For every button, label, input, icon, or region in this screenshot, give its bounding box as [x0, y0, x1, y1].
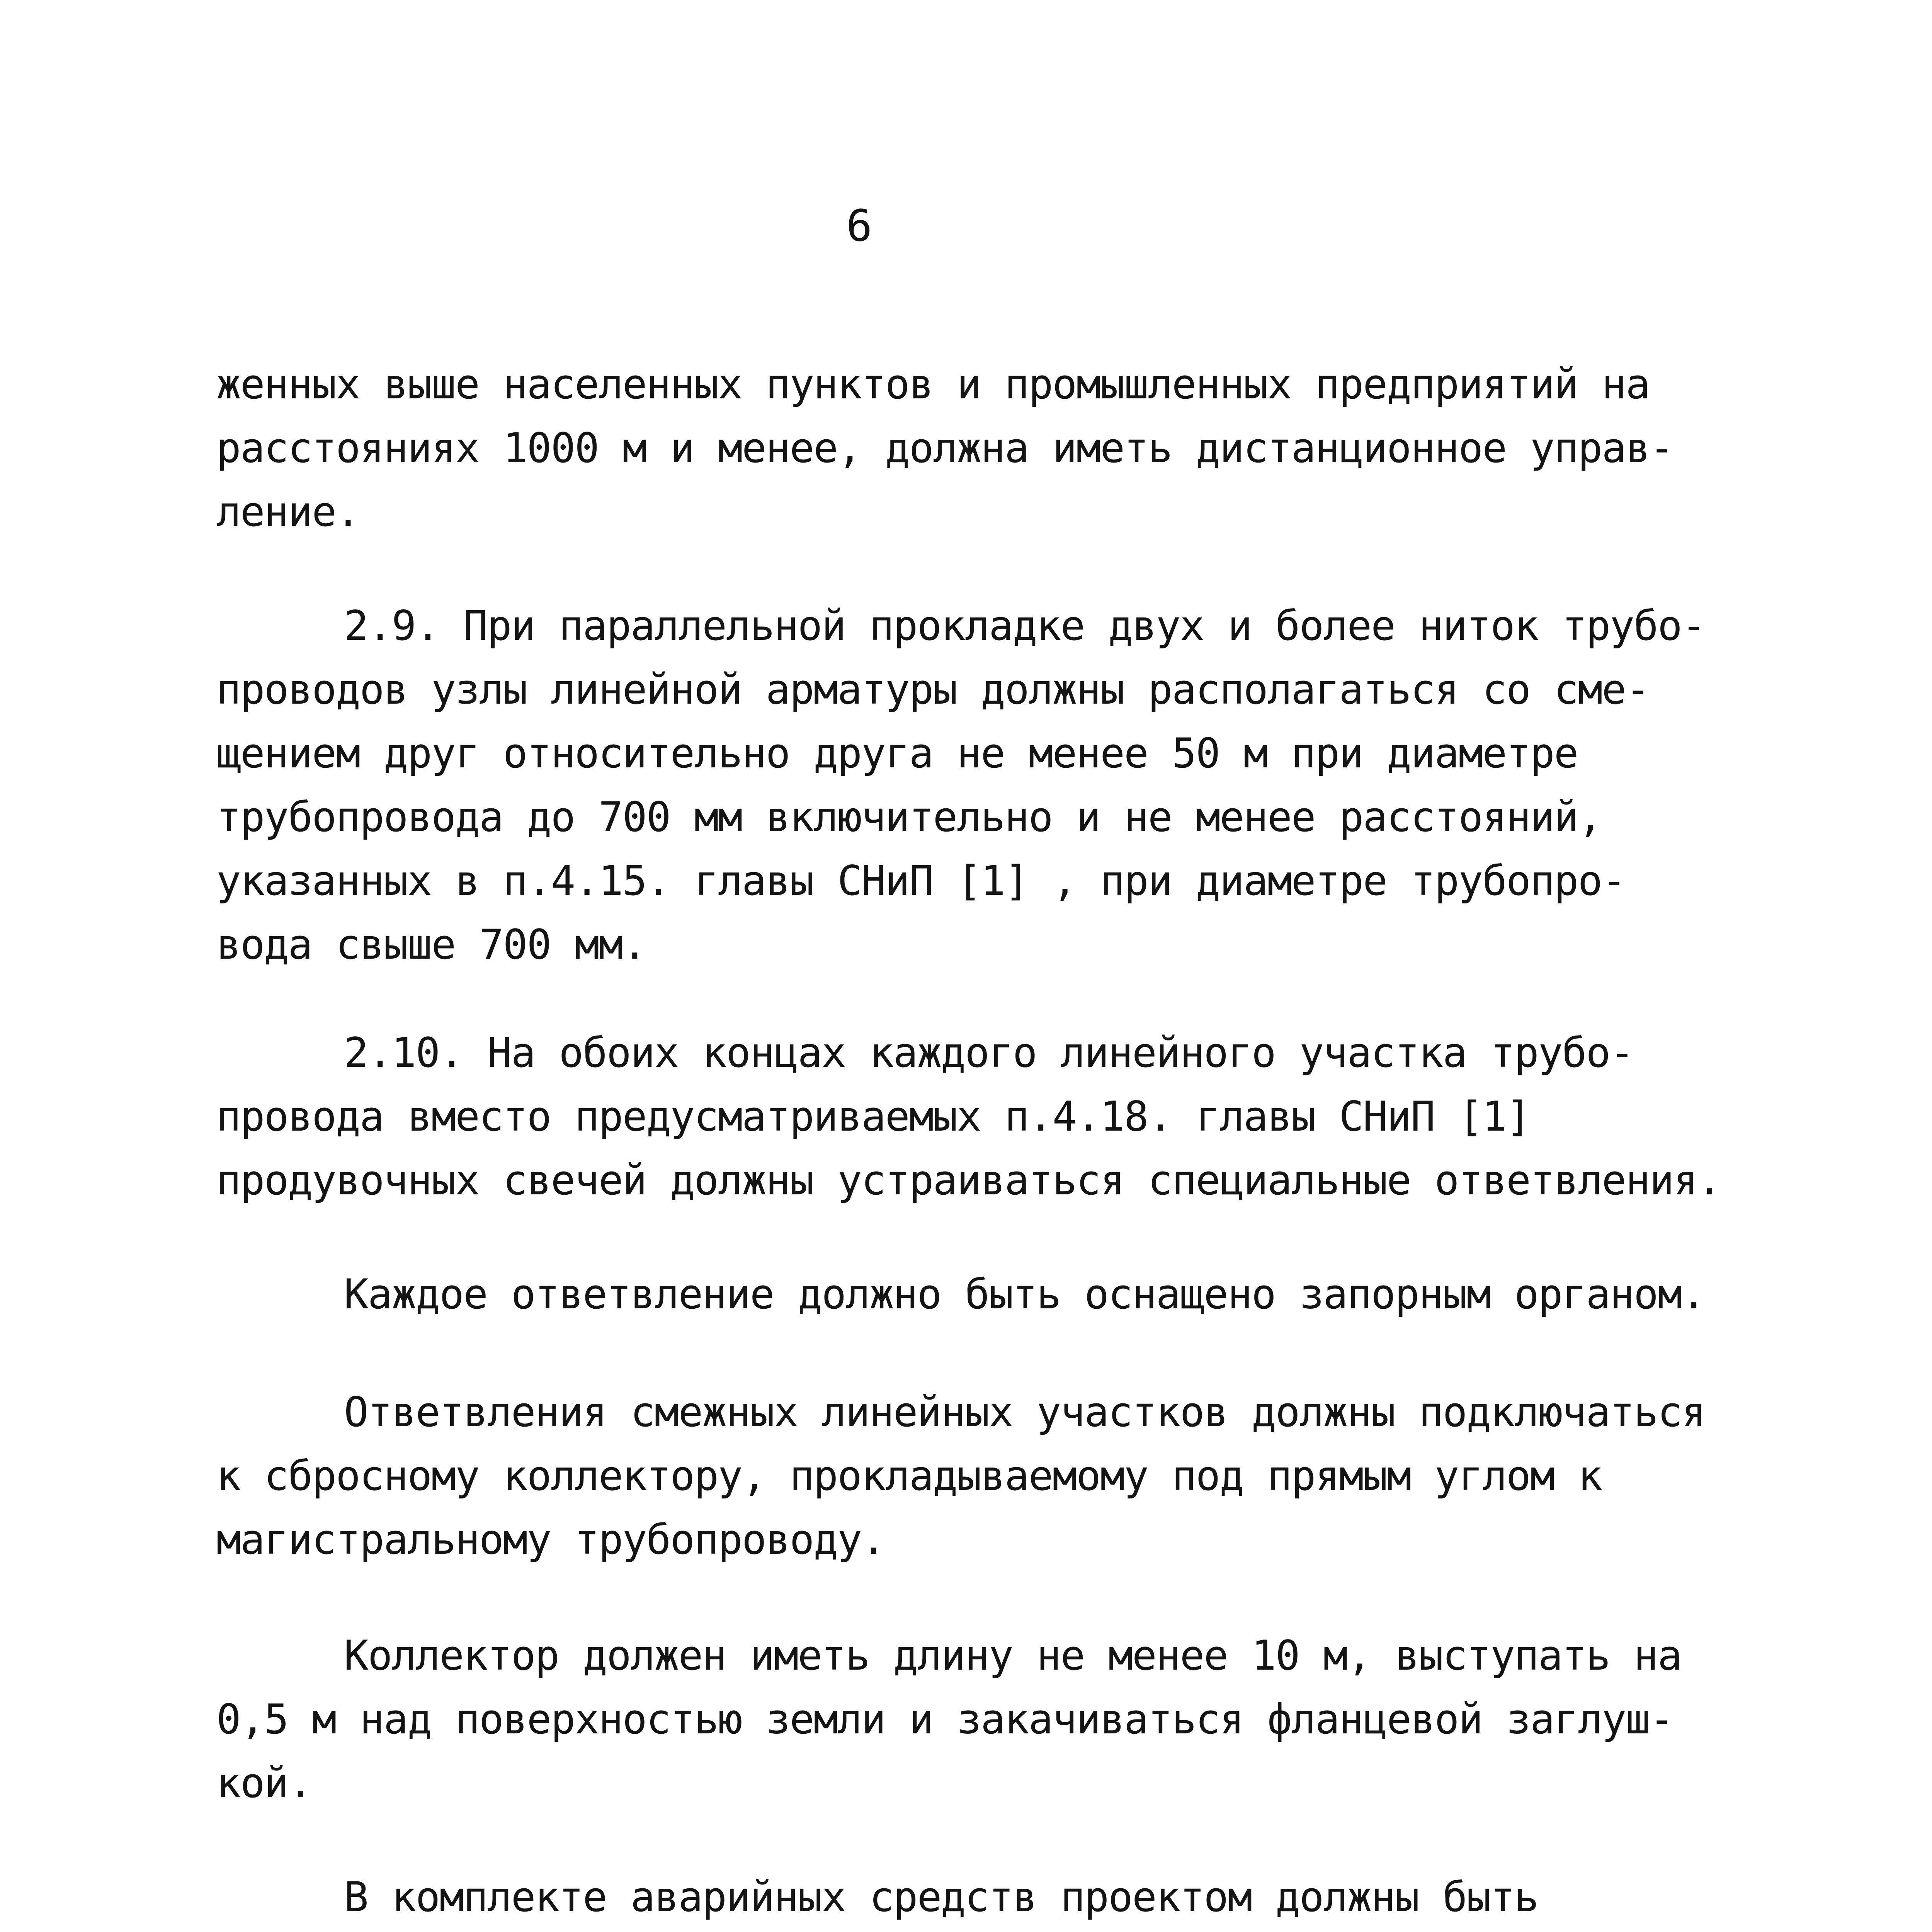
paragraph-line: щением друг относительно друга не менее 50 м при диаметре	[216, 730, 1578, 777]
paragraph-line: проводов узлы линейной арматуры должны располагаться со сме-	[216, 666, 1650, 713]
paragraph-line: расстояниях 1000 м и менее, должна иметь дистанционное управ-	[216, 424, 1673, 472]
paragraph-line: В комплекте аварийных средств проектом должны быть	[344, 1873, 1538, 1921]
paragraph-line: 0,5 м над поверхностью земли и закачиваться фланцевой заглуш-	[216, 1696, 1673, 1743]
paragraph-line: ление.	[216, 488, 360, 536]
paragraph-line: магистральному трубопроводу.	[216, 1516, 885, 1563]
paragraph-line: Каждое ответвление должно быть оснащено запорным органом.	[344, 1270, 1706, 1318]
paragraph-line: женных выше населенных пунктов и промышленных предприятий на	[216, 361, 1650, 408]
paragraph-line: указанных в п.4.15. главы СНиП [1] , при диаметре трубопро-	[216, 857, 1626, 905]
paragraph-line: к сбросному коллектору, прокладываемому под прямым углом к	[216, 1452, 1602, 1500]
paragraph-line: продувочных свечей должны устраиваться специальные ответвления.	[216, 1156, 1721, 1204]
paragraph-line: 2.9. При параллельной прокладке двух и более ниток трубо-	[344, 602, 1706, 650]
paragraph-line: провода вместо предусматриваемых п.4.18. главы СНиП [1]	[216, 1093, 1530, 1140]
paragraph-line: 2.10. На обоих концах каждого линейного участка трубо-	[344, 1029, 1634, 1077]
paragraph-line: кой.	[216, 1759, 312, 1807]
paragraph-line: вода свыше 700 мм.	[216, 921, 646, 968]
paragraph-line: трубопровода до 700 мм включительно и не менее расстояний,	[216, 793, 1602, 841]
paragraph-line: Коллектор должен иметь длину не менее 10 м, выступать на	[344, 1632, 1682, 1679]
page-number: 6	[846, 201, 872, 251]
paragraph-line: Ответвления смежных линейных участков должны подключаться	[344, 1388, 1706, 1436]
